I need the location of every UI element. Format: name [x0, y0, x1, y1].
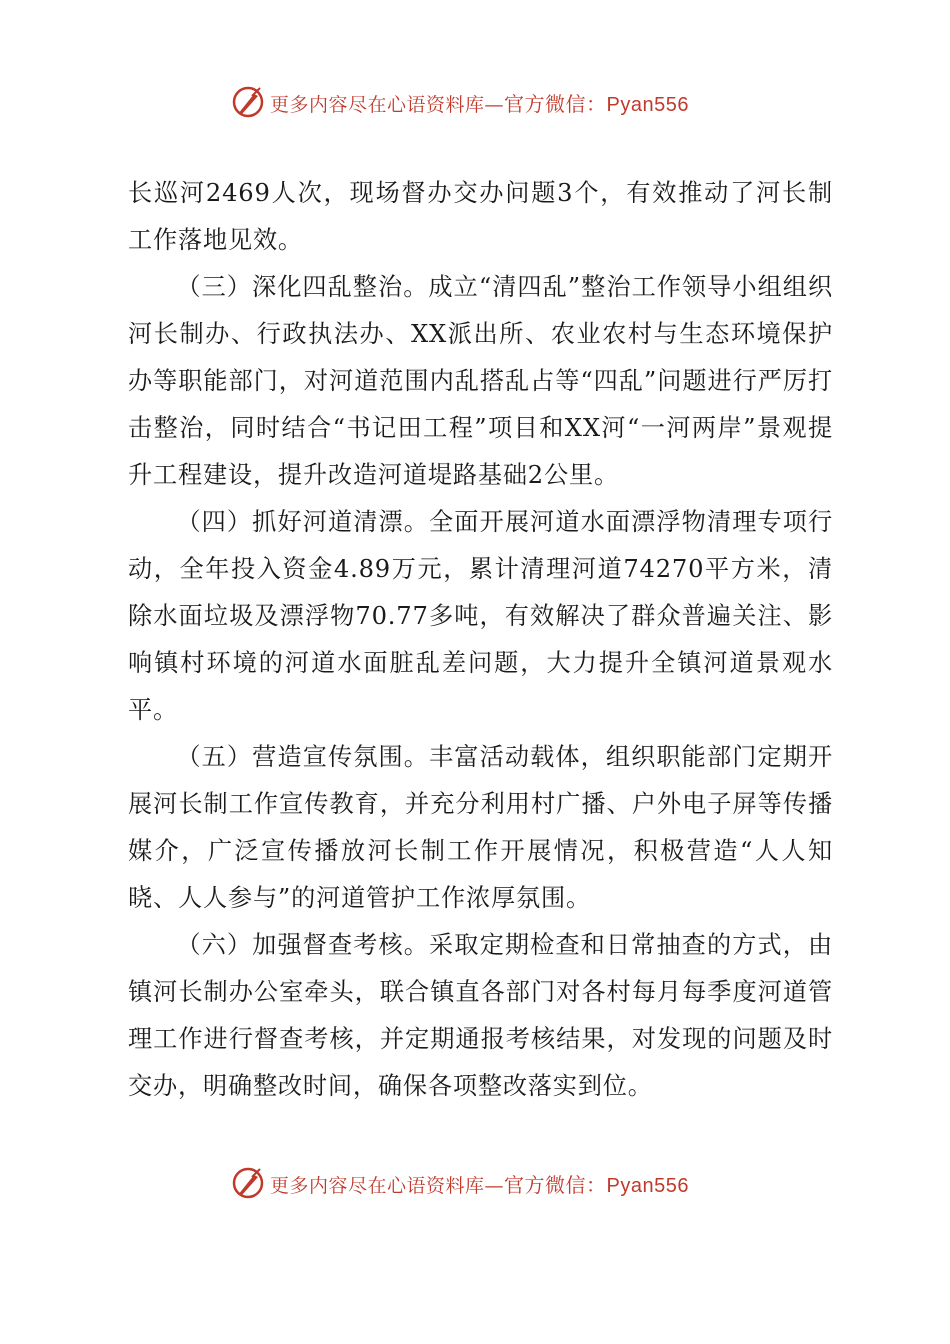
header-banner [230, 82, 689, 122]
paragraph-2: （三）深化四乱整治。成立“清四乱”整治工作领导小组组织河长制办、行政执法办、XX派出所、农业农村与生态环境保护办等职能部门，对河道范围内乱搭乱占等“四乱”问题进行严厉打击整治，同时结合“书记田工程”项目和XX河“一河两岸”景观提升工程建设，提升改造河道堤路基础2公里。 [128, 273, 833, 489]
banner-main-text: 更多内容尽在心语资料库 [270, 93, 485, 116]
paragraph-5: （六）加强督查考核。采取定期检查和日常抽查的方式，由镇河长制办公室牵头，联合镇直各部门对各村每月每季度河道管理工作进行督查考核，并定期通报考核结果，对发现的问题及时交办，明确整改时间，确保各项整改落实到位。 [128, 931, 833, 1100]
paragraph-4: （五）营造宣传氛围。丰富活动载体，组织职能部门定期开展河长制工作宣传教育，并充分利用村广播、户外电子屏等传播媒介，广泛宣传播放河长制工作开展情况，积极营造“人人知晓、人人参与”的河道管护工作浓厚氛围。 [128, 743, 833, 912]
paragraph-1: 长巡河2469人次，现场督办交办问题3个，有效推动了河长制工作落地见效。 [128, 179, 833, 254]
quill-pen-logo-icon [230, 84, 266, 120]
quill-pen-logo-icon [230, 1165, 266, 1201]
banner-main-text: 更多内容尽在心语资料库 [270, 1174, 485, 1197]
banner-separator: — [484, 1174, 505, 1197]
paragraph-3: （四）抓好河道清漂。全面开展河道水面漂浮物清理专项行动，全年投入资金4.89万元，累计清理河道74270平方米，清除水面垃圾及漂浮物70.77多吨，有效解决了群众普遍关注、影响镇村环境的河道水面脏乱差问题，大力提升全镇河道景观水平。 [128, 508, 833, 724]
banner-text [270, 88, 689, 117]
footer-banner [230, 1163, 689, 1203]
banner-separator: — [484, 93, 505, 116]
document-body [128, 170, 833, 1110]
banner-wechat-text: 官方微信：Pyan556 [504, 1174, 689, 1197]
banner-text [270, 1169, 689, 1198]
banner-wechat-text: 官方微信：Pyan556 [504, 93, 689, 116]
